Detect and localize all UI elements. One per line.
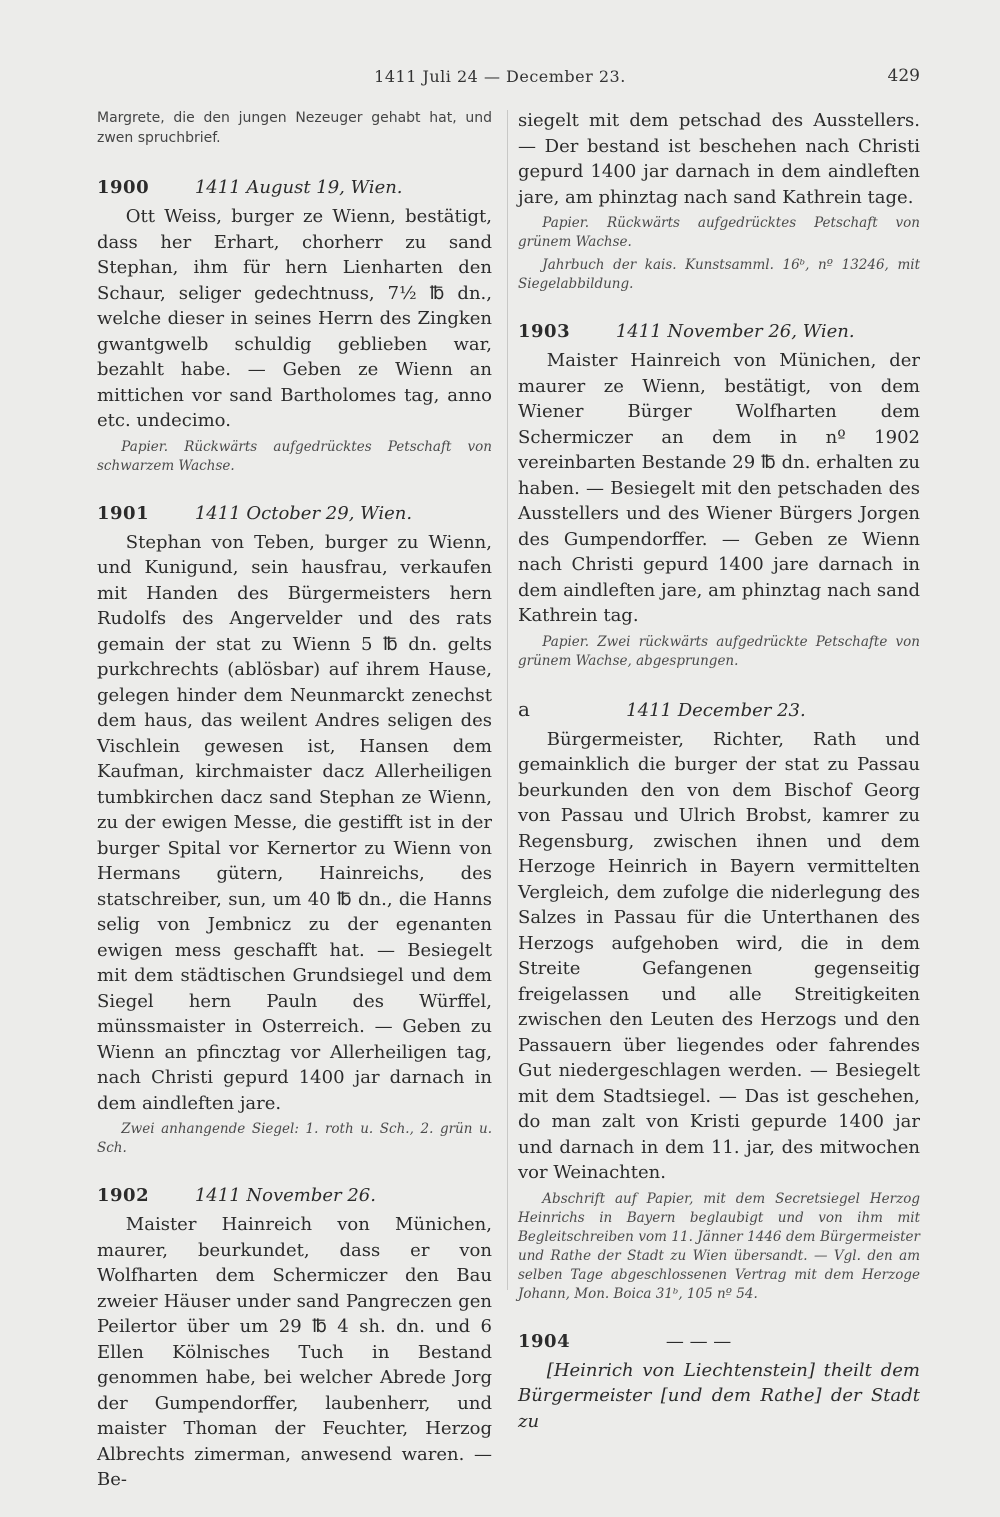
entry-heading bbox=[518, 695, 920, 725]
entry-number: a bbox=[518, 696, 531, 721]
page-number: 429 bbox=[887, 66, 920, 86]
entry-number: 1903 bbox=[518, 321, 571, 342]
left-column bbox=[97, 108, 492, 1517]
entry-heading bbox=[518, 318, 920, 346]
entry-heading bbox=[518, 1328, 920, 1356]
right-column bbox=[518, 108, 920, 1458]
entry-body: Maister Hainreich von Münichen, maurer, beurkundet, dass er von Wolfharten dem Schermiczer den Bau zweier Häuser under sand Pangreczen gen Peilertor über um 29 ℔ 4 sh. dn. und 6 Ellen Kölnisches Tuch in Bestand genommen habe, bei welcher Abrede Jorg der Gumpendorffer, laubenherr, und maister Thoman der Feuchter, Herzog Albrechts zimerman, anwesend waren. — Be- bbox=[97, 1214, 492, 1490]
running-head: 1411 Juli 24 — December 23. bbox=[374, 67, 626, 86]
continuation-text bbox=[97, 108, 492, 148]
entry-1904 bbox=[518, 1328, 920, 1435]
entry-1902 bbox=[97, 1182, 492, 1493]
entry-note: Papier. Zwei rückwärts aufgedrückte Petschafte von grünem Wachse, abgesprungen. bbox=[518, 633, 920, 669]
entry-body: [Heinrich von Liechtenstein] theilt dem Bürgermeister [und dem Rathe] der Stadt zu bbox=[518, 1359, 920, 1432]
entry-note: Zwei anhangende Siegel: 1. roth u. Sch., 2. grün u. Sch. bbox=[97, 1121, 492, 1156]
entry-reference: Jahrbuch der kais. Kunstsamml. 16ᵇ, nº 13246, mit Siegelabbildung. bbox=[518, 257, 920, 292]
entry-body: Stephan von Teben, burger zu Wienn, und Kunigund, sein hausfrau, verkaufen mit Handen des Bürgermeisters hern Rudolfs des Angervelder und des rats gemain der stat zu Wienn 5 ℔ dn. gelts purkchrechts (ablösbar) auf ihrem Hause, gelegen hinder dem Neunmarckt zenechst dem haus, das weilent Andres seligen des Vischlein gewesen ist, Hansen dem Kaufman, kirchmaister dacz Allerheiligen tumbkirchen dacz sand Stephan ze Wienn, zu der ewigen Messe, die gestifft ist in der burger Spital vor Kernertor zu Wienn von Hermans gütern, Hainreichs, des statschreiber, sun, um 40 ℔ dn., die Hanns selig von Jembnicz zu der egenanten ewigen mess geschafft hat. — Besiegelt mit dem städtischen Grundsiegel und dem Siegel hern Pauln des Würffel, münssmaister in Osterreich. — Geben zu Wienn an pfincztag vor Allerheiligen tag, nach Christi gepurd 1400 jar darnach in dem aindleften jare. bbox=[97, 531, 492, 1114]
entry-body: Maister Hainreich von Münichen, der maurer ze Wienn, bestätigt, von dem Wiener Bürger Wolfharten dem Schermiczer an dem in nº 1902 vereinbarten Bestande 29 ℔ dn. erhalten zu haben. — Besiegelt mit den petschaden des Ausstellers und des Wiener Bürgers Jorgen des Gumpendorffer. — Geben ze Wienn nach Christi gepurd 1400 jare darnach in dem aindleften jare, am phinztag nach sand Kathrein tag. bbox=[518, 350, 920, 626]
entry-note: Papier. Rückwärts aufgedrücktes Petschaft von grünem Wachse. bbox=[518, 215, 920, 250]
entry-1900 bbox=[97, 174, 492, 476]
entry-date: 1411 November 26, Wien. bbox=[615, 321, 855, 342]
continuation-paragraph: siegelt mit dem petschad des Ausstellers. — Der bestand ist beschehen nach Christi gepurd 1400 jar darnach in dem aindleften jare, am phinztag nach sand Kathrein tage. bbox=[518, 110, 920, 208]
entry-number: 1902 bbox=[97, 1185, 150, 1206]
entry-number: 1901 bbox=[97, 502, 150, 524]
entry-date: 1411 December 23. bbox=[626, 699, 806, 721]
entry-body: Ott Weiss, burger ze Wienn, bestätigt, dass her Erhart, chorherr zu sand Stephan, ihm für hern Lienharten den Schaur, seliger gedechtnuss, 7½ ℔ dn., welche dieser in seines Herrn des Zingken gwantgwelb schuldig geblieben war, bezahlt habe. — Geben ze Wienn an mittichen vor sand Bartholomes tag, anno etc. undecimo. bbox=[97, 206, 492, 431]
entry-date: 1411 November 26. bbox=[194, 1185, 376, 1206]
entry-date: — — — bbox=[665, 1330, 732, 1352]
entry-a bbox=[518, 695, 920, 1304]
entry-date: 1411 August 19, Wien. bbox=[194, 177, 403, 198]
continuation-paragraph: Margrete, die den jungen Nezeuger gehabt hat, und zwen spruchbrief. bbox=[97, 110, 492, 146]
entry-date: 1411 October 29, Wien. bbox=[194, 502, 413, 524]
entry-1901 bbox=[97, 500, 492, 1159]
entry-note: Abschrift auf Papier, mit dem Secretsiegel Herzog Heinrichs in Bayern beglaubigt und von ihm mit Begleitschreiben vom 11. Jänner 1446 dem Bürgermeister und Rathe der Stadt zu Wien übersandt. — Vgl. den am selben Tage abgeschlossenen Vertrag mit dem Herzoge Johann, Mon. Boica 31ᵇ, 105 nº 54. bbox=[518, 1190, 920, 1302]
entry-1903 bbox=[518, 318, 920, 671]
column-divider bbox=[507, 110, 508, 1290]
entry-heading bbox=[97, 500, 492, 528]
entry-1902-continuation bbox=[518, 108, 920, 294]
entry-note: Papier. Rückwärts aufgedrücktes Petschaft von schwarzem Wachse. bbox=[97, 438, 492, 474]
entry-number: 1904 bbox=[518, 1330, 571, 1352]
entry-heading bbox=[97, 1182, 492, 1210]
entry-body: Bürgermeister, Richter, Rath und gemainklich die burger der stat zu Passau beurkunden den von dem Bischof Georg von Passau und Ulrich Brobst, kamrer zu Regensburg, zwischen ihnen und dem Herzoge Heinrich in Bayern vermittelten Vergleich, dem zufolge die niderlegung des Salzes in Passau für die Unterthanen des Herzogs aufgehoben wird, die in dem Streite Gefangenen gegenseitig freigelassen und alle Streitigkeiten zwischen den Leuten des Herzogs und den Passauern über liegendes oder fahrendes Gut niedergeschlagen werden. — Besiegelt mit dem Stadtsiegel. — Das ist geschehen, do man zalt von Kristi gepurde 1400 jar und darnach in dem 11. jar, des mitwochen vor Weinachten. bbox=[518, 728, 920, 1183]
entry-heading bbox=[97, 174, 492, 202]
entry-number: 1900 bbox=[97, 177, 150, 198]
